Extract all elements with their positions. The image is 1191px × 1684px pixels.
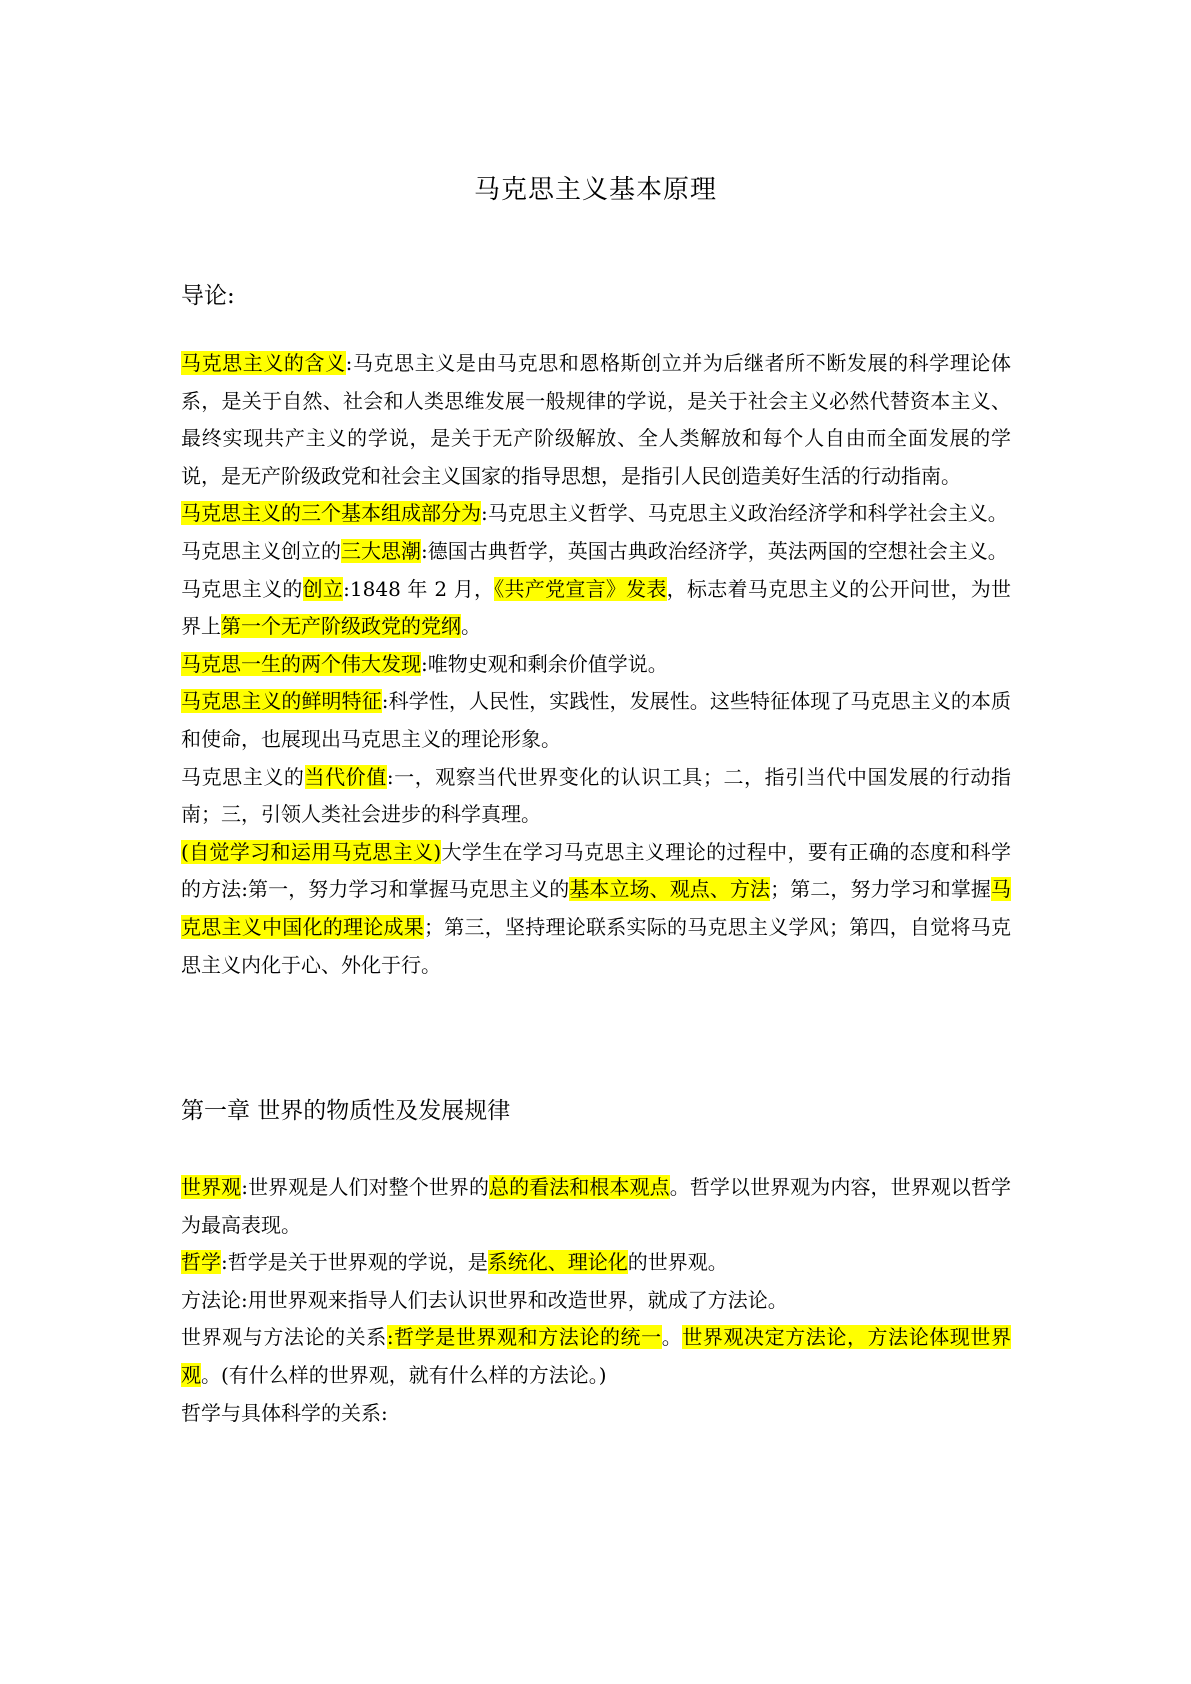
intro-paragraph — [181, 571, 1011, 646]
paragraph-text: ；第二，努力学习和掌握 — [770, 877, 991, 902]
chapter1-content — [181, 1169, 1011, 1432]
paragraph-text: 马克思主义的 — [181, 764, 305, 789]
intro-heading: 导论: — [181, 283, 235, 309]
highlighted-text: 第一个无产阶级政党的党纲 — [221, 614, 461, 639]
chapter1-paragraph — [181, 1244, 1011, 1282]
intro-paragraph — [181, 345, 1011, 495]
intro-paragraph — [181, 533, 1011, 571]
highlighted-text: 世界观 — [181, 1175, 242, 1199]
paragraph-text: :哲学是关于世界观的学说，是 — [221, 1250, 488, 1275]
intro-paragraph — [181, 834, 1011, 984]
paragraph-text: :科学性，人民性，实践性，发展性。这些特征体现了马克思主义的本质和使命，也展现出马克思主义的理论形象。 — [181, 689, 1011, 751]
paragraph-text: 的世界观。 — [627, 1250, 728, 1275]
paragraph-text: 马克思主义的 — [181, 576, 303, 601]
paragraph-text: :唯物史观和剩余价值学说。 — [421, 651, 668, 676]
intro-content — [181, 345, 1011, 984]
chapter1-paragraph — [181, 1169, 1011, 1244]
chapter1-paragraph — [181, 1319, 1011, 1394]
paragraph-text: ；第三，坚持理论联系实际的马克思主义学风；第四，自觉将马克思主义内化于心、外化于行。 — [181, 914, 1011, 977]
document-title: 马克思主义基本原理 — [473, 175, 717, 205]
intro-paragraph — [181, 495, 1011, 533]
chapter1-paragraph — [181, 1282, 1011, 1320]
highlighted-text: 创立 — [302, 576, 344, 601]
intro-paragraph — [181, 759, 1011, 834]
paragraph-text: 马克思主义创立的 — [181, 538, 341, 563]
paragraph-text: ，标志着马克思主义的公开问世，为世界上 — [181, 576, 1012, 639]
highlighted-text: 系统化、理论化 — [487, 1250, 628, 1275]
chapter1-paragraph — [181, 1395, 1011, 1433]
intro-paragraph — [181, 646, 1011, 684]
highlighted-text: 基本立场、观点、方法 — [569, 877, 771, 902]
paragraph-text: 。 — [661, 1325, 683, 1350]
paragraph-text: :德国古典哲学，英国古典政治经济学，英法两国的空想社会主义。 — [421, 538, 1008, 563]
paragraph-text: :1848 年 2 月， — [343, 576, 495, 601]
paragraph-text: 方法论:用世界观来指导人们去认识世界和改造世界，就成了方法论。 — [181, 1287, 788, 1312]
highlighted-text: (自觉学习和运用马克思主义) — [181, 839, 442, 864]
paragraph-text: 哲学与具体科学的关系: — [181, 1400, 388, 1425]
paragraph-text: 大学生在学习马克思主义理论的过程中，要有正确的态度和科学的方法:第一，努力学习和掌握马克思主义的 — [181, 839, 1011, 902]
highlighted-text: 当代价值 — [304, 764, 387, 789]
highlighted-text: 哲学 — [181, 1250, 221, 1275]
paragraph-text: :马克思主义哲学、马克思主义政治经济学和科学社会主义。 — [481, 501, 1008, 526]
highlighted-text: 马克思主义的三个基本组成部分为 — [181, 501, 481, 526]
paragraph-text: :一，观察当代世界变化的认识工具；二，指引当代中国发展的行动指南；三，引领人类社会进步的科学真理。 — [181, 764, 1012, 827]
highlighted-text: 马克思一生的两个伟大发现 — [181, 651, 421, 676]
paragraph-text: 。哲学以世界观为内容，世界观以哲学为最高表现。 — [181, 1175, 1012, 1237]
paragraph-text: 。 — [461, 614, 481, 639]
highlighted-text: 三大思潮 — [341, 538, 421, 563]
highlighted-text: 《共产党宣言》发表 — [494, 576, 667, 601]
highlighted-text: 马克思主义的鲜明特征 — [181, 689, 382, 714]
highlighted-text: 马克思主义中国化的理论成果 — [181, 877, 1011, 939]
paragraph-text: 世界观与方法论的关系 — [181, 1325, 387, 1350]
paragraph-text: 。(有什么样的世界观，就有什么样的方法论。) — [201, 1362, 607, 1387]
paragraph-text: :世界观是人们对整个世界的 — [241, 1175, 490, 1199]
highlighted-text: 马克思主义的含义 — [181, 351, 346, 375]
paragraph-text: :马克思主义是由马克思和恩格斯创立并为后继者所不断发展的科学理论体系，是关于自然、社会和人类思维发展一般规律的学说，是关于社会主义必然代替资本主义、最终实现共产主义的学说，是关于无产阶级解放、全人类解放和每个人自由而全面发展的学说，是无产阶级政党和社会主义国家的指导思想，是指引人民创造美好生活的行动指南。 — [181, 351, 1011, 488]
highlighted-text: 总的看法和根本观点 — [489, 1175, 670, 1199]
chapter1-heading: 第一章 世界的物质性及发展规律 — [181, 1098, 511, 1124]
highlighted-text: 世界观决定方法论，方法论体现世界观 — [181, 1325, 1012, 1387]
highlighted-text: :哲学是世界观和方法论的统一 — [386, 1325, 662, 1350]
intro-paragraph — [181, 683, 1011, 758]
